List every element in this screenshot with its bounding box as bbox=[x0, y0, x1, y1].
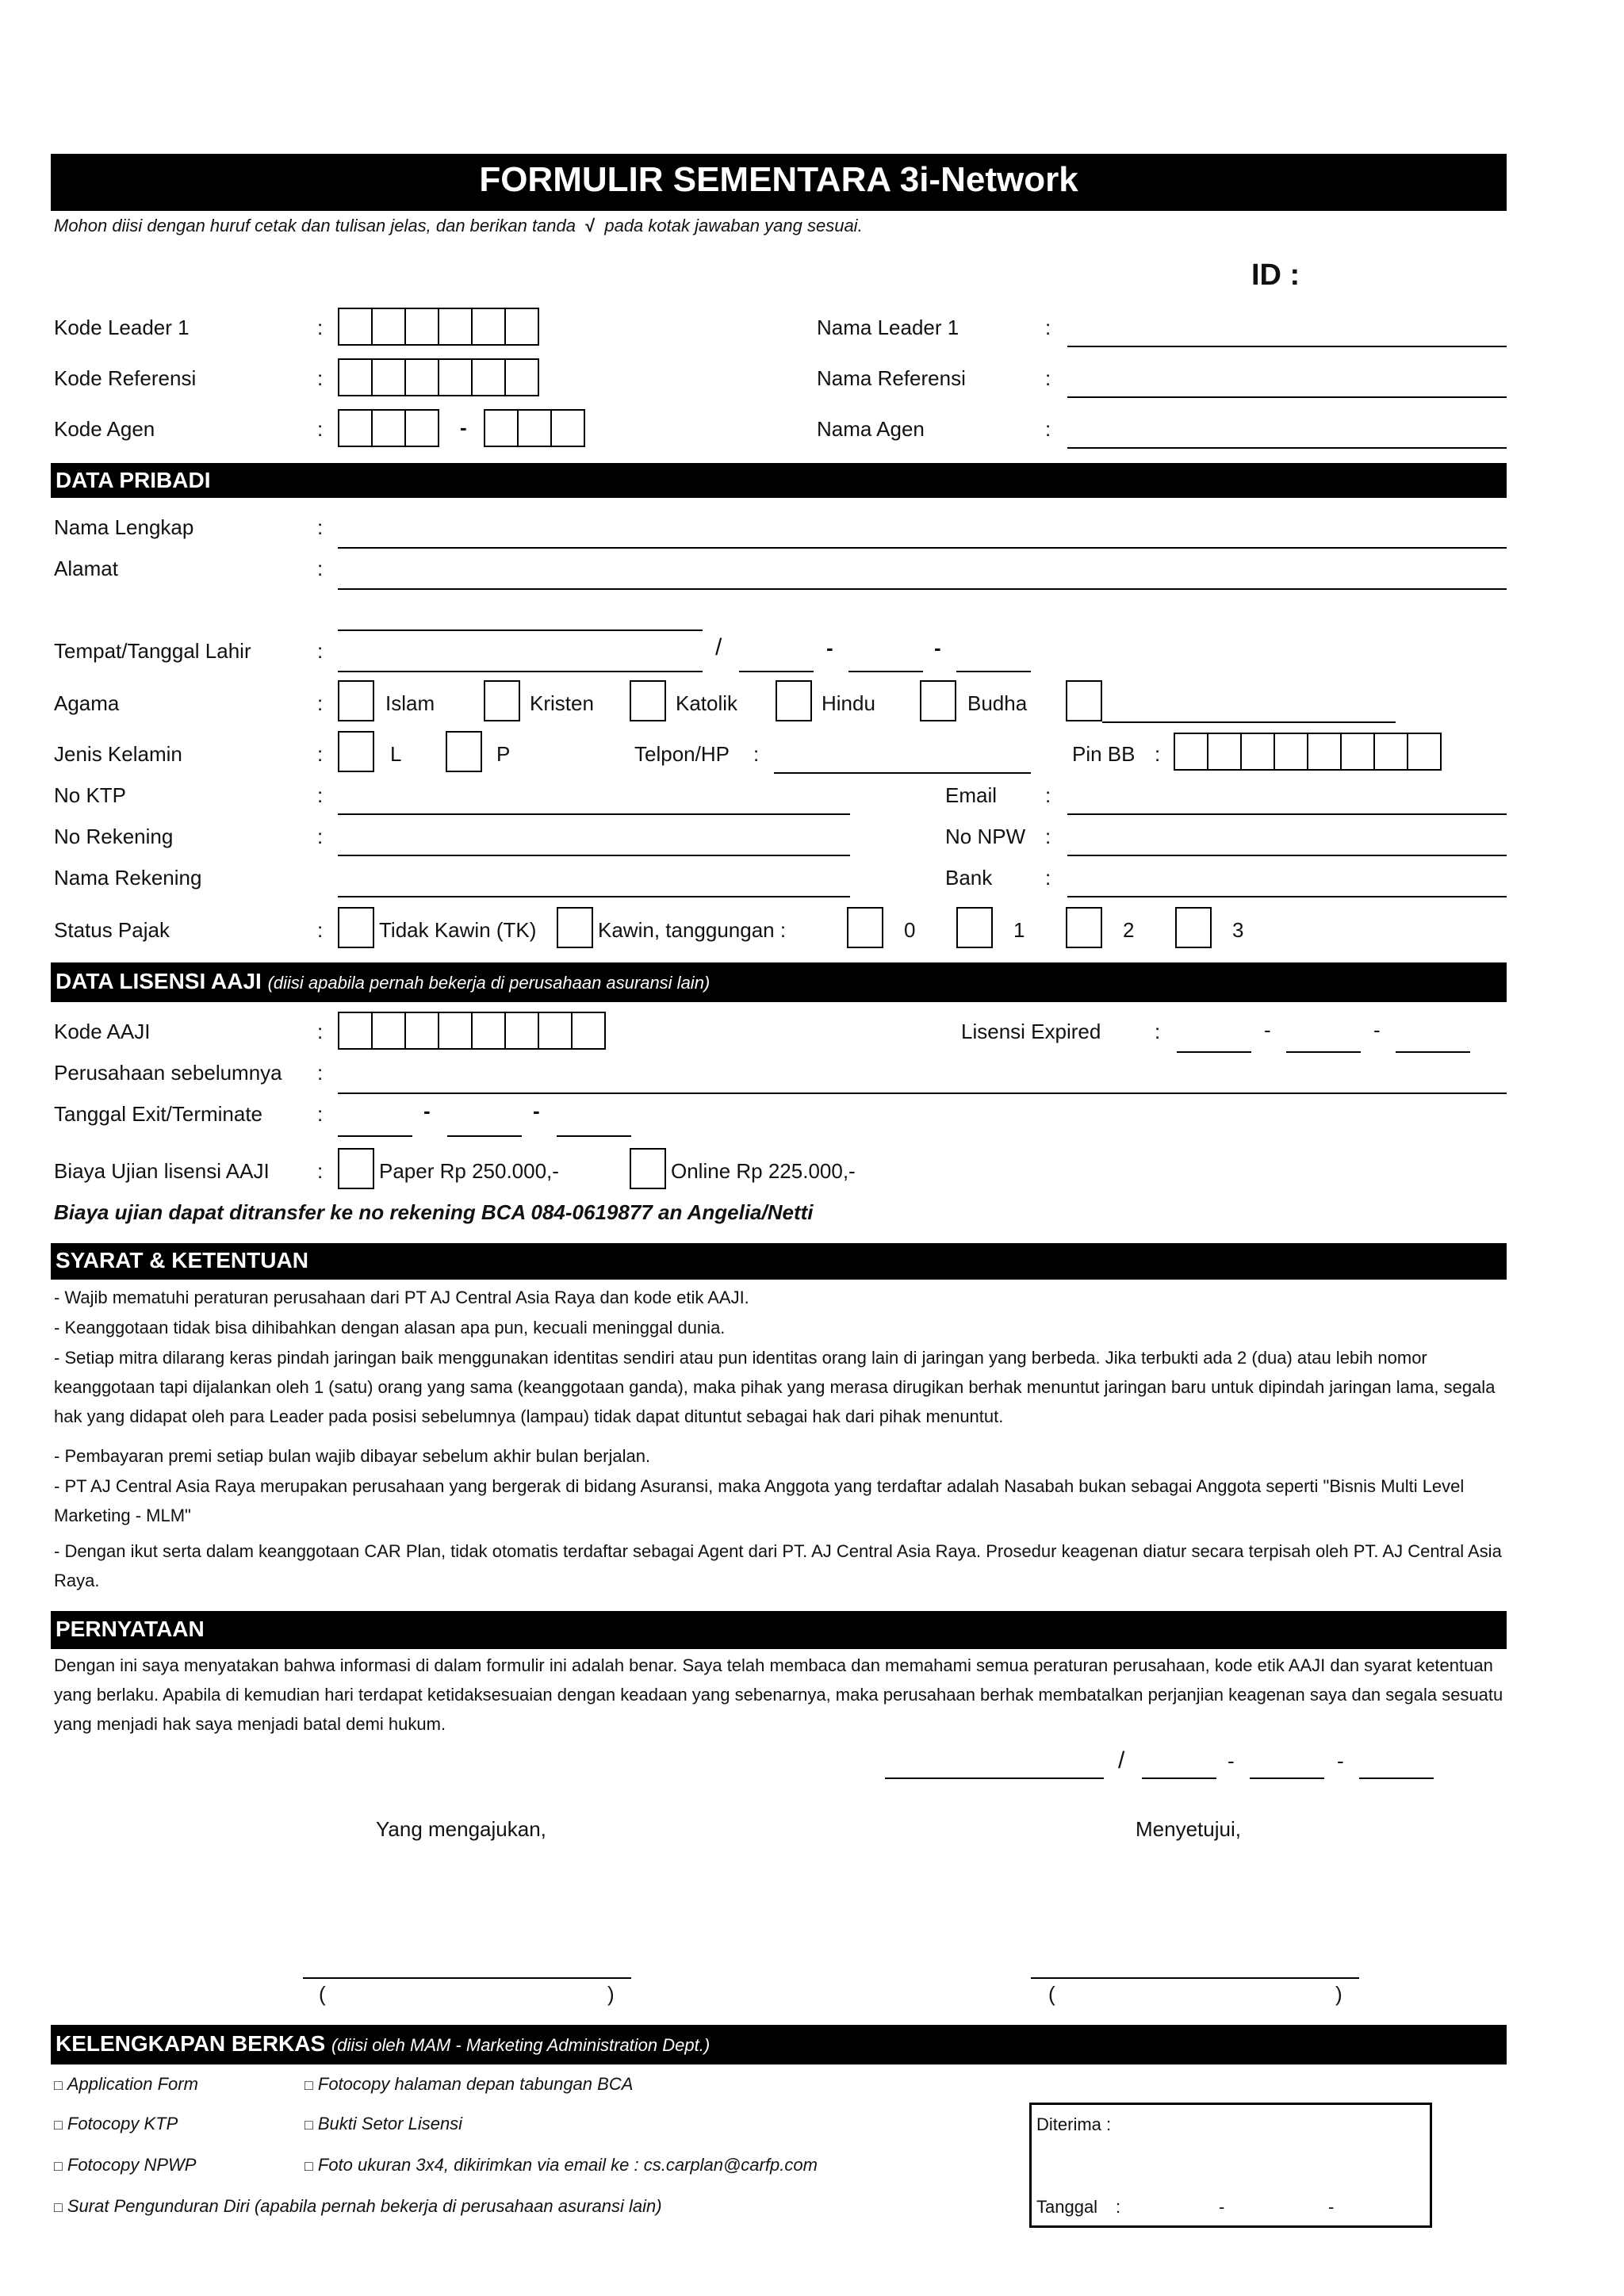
syarat-item-6: - Dengan ikut serta dalam keanggotaan CAR Plan, tidak otomatis terdaftar sebagai Agent dari PT. AJ Central Asia Raya. Prosedur keagenan diatur secara terpisah oleh PT. AJ Central Asia Raya. bbox=[54, 1541, 1502, 1590]
ttl-slash: / bbox=[715, 634, 722, 660]
biaya-label: Biaya Ujian lisensi AAJI bbox=[54, 1159, 270, 1183]
email-label: Email bbox=[945, 783, 998, 807]
section-syarat: SYARAT & KETENTUAN bbox=[51, 1243, 1507, 1280]
nama-leader-label: Nama Leader 1 bbox=[817, 316, 959, 339]
pin-bb-label: Pin BB bbox=[1072, 742, 1136, 766]
nama-rekening-line[interactable] bbox=[338, 896, 850, 897]
tidak-kawin-label: Tidak Kawin (TK) bbox=[379, 918, 537, 942]
agama-hindu-label: Hindu bbox=[822, 691, 875, 715]
nama-agen-label: Nama Agen bbox=[817, 417, 925, 441]
colon: : bbox=[317, 417, 324, 441]
colon: : bbox=[317, 783, 324, 807]
paren-open: ( bbox=[319, 1982, 326, 2006]
checkbox-icon: □ bbox=[54, 2077, 63, 2093]
gender-l-checkbox[interactable] bbox=[338, 731, 374, 772]
agama-other-line[interactable] bbox=[1102, 721, 1396, 723]
signature-line-approver[interactable] bbox=[1031, 1977, 1359, 1979]
colon: : bbox=[317, 1061, 324, 1085]
tanggungan-1-label: 1 bbox=[1013, 918, 1025, 942]
dash: - bbox=[1219, 2197, 1225, 2217]
tanggungan-3-checkbox[interactable] bbox=[1175, 907, 1212, 948]
section-lisensi: DATA LISENSI AAJI (diisi apabila pernah bekerja di perusahaan asuransi lain) bbox=[51, 962, 1507, 1002]
nama-leader-line[interactable] bbox=[1067, 346, 1507, 347]
online-label: Online Rp 225.000,- bbox=[671, 1159, 856, 1183]
kode-leader-label: Kode Leader 1 bbox=[54, 316, 190, 339]
colon: : bbox=[1045, 417, 1051, 441]
colon: : bbox=[1045, 783, 1051, 807]
checkbox-icon: □ bbox=[54, 2199, 63, 2215]
pin-bb-boxes[interactable] bbox=[1174, 733, 1440, 771]
tanggungan-2-checkbox[interactable] bbox=[1066, 907, 1102, 948]
agama-islam-label: Islam bbox=[385, 691, 435, 715]
bank-label: Bank bbox=[945, 866, 993, 890]
kode-aaji-label: Kode AAJI bbox=[54, 1020, 151, 1043]
colon: : bbox=[317, 825, 324, 848]
checkbox-icon: □ bbox=[54, 2117, 63, 2133]
syarat-item-4: - Pembayaran premi setiap bulan wajib dibayar sebelum akhir bulan berjalan. bbox=[54, 1446, 651, 1466]
syarat-item-5: - PT AJ Central Asia Raya merupakan perusahaan yang bergerak di bidang Asuransi, maka Anggota yang terdaftar adalah Nasabah bukan sebagai Anggota seperti "Bisnis Multi Level Marketing - MLM" bbox=[54, 1476, 1465, 1525]
tanggungan-3-label: 3 bbox=[1232, 918, 1244, 942]
colon: : bbox=[317, 316, 324, 339]
kelengkapan-item[interactable]: □ Foto ukuran 3x4, dikirimkan via email ke : cs.carplan@carfp.com bbox=[304, 2155, 818, 2175]
instruction-text: Mohon diisi dengan huruf cetak dan tulisan jelas, dan berikan tanda √ pada kotak jawaban yang sesuai. bbox=[54, 216, 863, 235]
agama-budha-label: Budha bbox=[967, 691, 1028, 715]
sign-year-line[interactable] bbox=[1359, 1777, 1434, 1779]
transfer-note: Biaya ujian dapat ditransfer ke no rekening BCA 084-0619877 an Angelia/Netti bbox=[54, 1200, 814, 1224]
nama-referensi-label: Nama Referensi bbox=[817, 366, 966, 390]
check-mark-icon: √ bbox=[585, 216, 596, 235]
lisensi-expired-label: Lisensi Expired bbox=[961, 1020, 1101, 1043]
exit-year-line[interactable] bbox=[557, 1135, 631, 1137]
nama-rekening-label: Nama Rekening bbox=[54, 866, 202, 890]
alamat-line-1[interactable] bbox=[338, 588, 1507, 590]
alamat-line-2[interactable] bbox=[338, 629, 703, 631]
paper-label: Paper Rp 250.000,- bbox=[379, 1159, 559, 1183]
kawin-checkbox[interactable] bbox=[557, 907, 593, 948]
no-rekening-line[interactable] bbox=[338, 855, 850, 856]
jenis-kelamin-label: Jenis Kelamin bbox=[54, 742, 182, 766]
alamat-label: Alamat bbox=[54, 557, 118, 580]
checkbox-icon: □ bbox=[304, 2158, 313, 2174]
colon: : bbox=[753, 742, 760, 766]
agama-budha-checkbox[interactable] bbox=[920, 680, 956, 721]
tgl-day-line[interactable] bbox=[739, 671, 814, 672]
signature-line-applicant[interactable] bbox=[303, 1977, 631, 1979]
section-data-pribadi: DATA PRIBADI bbox=[51, 463, 1507, 498]
expired-month-line[interactable] bbox=[1286, 1051, 1361, 1053]
online-checkbox[interactable] bbox=[630, 1148, 666, 1189]
ttl-label: Tempat/Tanggal Lahir bbox=[54, 639, 251, 663]
section-kelengkapan: KELENGKAPAN BERKAS (diisi oleh MAM - Marketing Administration Dept.) bbox=[51, 2025, 1507, 2064]
tanggungan-1-checkbox[interactable] bbox=[956, 907, 993, 948]
tanggungan-0-checkbox[interactable] bbox=[847, 907, 883, 948]
perusahaan-label: Perusahaan sebelumnya bbox=[54, 1061, 282, 1085]
tanggal-exit-label: Tanggal Exit/Terminate bbox=[54, 1102, 263, 1126]
kode-referensi-label: Kode Referensi bbox=[54, 366, 197, 390]
form-title: FORMULIR SEMENTARA 3i-Network bbox=[479, 160, 1078, 199]
no-npw-label: No NPW bbox=[945, 825, 1026, 848]
dash: - bbox=[1264, 1018, 1271, 1042]
nama-lengkap-line[interactable] bbox=[338, 547, 1507, 549]
colon: : bbox=[317, 1159, 324, 1183]
colon: : bbox=[317, 639, 324, 663]
dash: - bbox=[1337, 1749, 1344, 1773]
colon: : bbox=[1045, 825, 1051, 848]
syarat-item-2: - Keanggotaan tidak bisa dihibahkan dengan alasan apa pun, kecuali meninggal dunia. bbox=[54, 1318, 726, 1337]
kode-aaji-boxes[interactable] bbox=[338, 1012, 604, 1050]
agama-hindu-checkbox[interactable] bbox=[776, 680, 812, 721]
agama-kristen-checkbox[interactable] bbox=[484, 680, 520, 721]
pernyataan-text: Dengan ini saya menyatakan bahwa informasi di dalam formulir ini adalah benar. Saya telah membaca dan memahami semua peraturan perusahaan, kode etik AAJI dan syarat ketentuan yang berlaku. Apabila di kemudian hari terdapat ketidaksesuaian dengan keadaan yang sebenarnya, maka perusahaan berhak membatalkan perjanjian keagenan saya dan segala sesuatu yang menjadi hak saya menjadi batal demi hukum. bbox=[54, 1655, 1503, 1734]
kelengkapan-item[interactable]: □ Bukti Setor Lisensi bbox=[304, 2114, 463, 2133]
no-ktp-line[interactable] bbox=[338, 813, 850, 815]
kode-leader-boxes[interactable] bbox=[338, 308, 538, 346]
tanggungan-2-label: 2 bbox=[1123, 918, 1135, 942]
agama-katolik-checkbox[interactable] bbox=[630, 680, 666, 721]
sign-slash: / bbox=[1118, 1747, 1125, 1774]
sign-day-line[interactable] bbox=[1142, 1777, 1216, 1779]
nama-agen-line[interactable] bbox=[1067, 447, 1507, 449]
diterima-label: Diterima : bbox=[1036, 2114, 1112, 2134]
expired-year-line[interactable] bbox=[1396, 1051, 1470, 1053]
tgl-month-line[interactable] bbox=[848, 671, 923, 672]
paper-checkbox[interactable] bbox=[338, 1148, 374, 1189]
diterima-box bbox=[1029, 2103, 1432, 2228]
dash: - bbox=[1228, 1749, 1235, 1773]
section-pernyataan: PERNYATAAN bbox=[51, 1611, 1507, 1649]
checkbox-icon: □ bbox=[304, 2077, 313, 2093]
dash: - bbox=[1373, 1018, 1381, 1042]
expired-day-line[interactable] bbox=[1177, 1051, 1251, 1053]
email-line[interactable] bbox=[1067, 813, 1507, 815]
checkbox-icon: □ bbox=[304, 2117, 313, 2133]
tanggungan-0-label: 0 bbox=[904, 918, 916, 942]
agama-label: Agama bbox=[54, 691, 120, 715]
no-rekening-label: No Rekening bbox=[54, 825, 174, 848]
syarat-item-3: - Setiap mitra dilarang keras pindah jaringan baik menggunakan identitas sendiri atau pun identitas orang lain di jaringan yang berbeda. Jika terbukti ada 2 (dua) atau lebih nomor keanggotaan tapi dijalankan oleh 1 (satu) orang yang sama (keanggotaan ganda), maka pihak yang merasa dirugikan berhak menuntut jaringan baru untuk dipindah jaringan lama, segala hak yang didapat oleh para Leader pada posisi sebelumnya (lampau) tidak dapat dituntut sebagai hak dari pihak menuntut. bbox=[54, 1348, 1496, 1426]
id-label: ID : bbox=[1251, 258, 1300, 292]
perusahaan-line[interactable] bbox=[338, 1093, 1507, 1094]
tanggal-colon: : bbox=[1116, 2197, 1121, 2217]
agama-katolik-label: Katolik bbox=[676, 691, 738, 715]
tanggal-label: Tanggal bbox=[1036, 2197, 1098, 2217]
dash: - bbox=[934, 636, 941, 660]
sign-month-line[interactable] bbox=[1250, 1777, 1324, 1779]
kelengkapan-item[interactable]: □ Fotocopy halaman depan tabungan BCA bbox=[304, 2074, 634, 2094]
dash: - bbox=[826, 636, 833, 660]
dash: - bbox=[423, 1099, 431, 1123]
colon: : bbox=[317, 918, 324, 942]
kelengkapan-item[interactable]: □ Application Form bbox=[54, 2074, 198, 2094]
paren-close: ) bbox=[1335, 1982, 1342, 2006]
agama-other-checkbox[interactable] bbox=[1066, 680, 1102, 721]
kode-agen-boxes-b[interactable] bbox=[484, 409, 584, 447]
telpon-label: Telpon/HP bbox=[634, 742, 730, 766]
exit-month-line[interactable] bbox=[447, 1135, 522, 1137]
exit-day-line[interactable] bbox=[338, 1135, 412, 1137]
title-bar bbox=[51, 154, 1507, 211]
colon: : bbox=[317, 742, 324, 766]
syarat-item-1: - Wajib mematuhi peraturan perusahaan dari PT AJ Central Asia Raya dan kode etik AAJI. bbox=[54, 1288, 749, 1307]
colon: : bbox=[317, 1102, 324, 1126]
colon: : bbox=[1045, 366, 1051, 390]
gender-l-label: L bbox=[390, 742, 402, 766]
no-ktp-label: No KTP bbox=[54, 783, 127, 807]
paren-open: ( bbox=[1048, 1982, 1055, 2006]
colon: : bbox=[317, 1020, 324, 1043]
kelengkapan-item[interactable]: □ Surat Pengunduran Diri (apabila pernah bekerja di perusahaan asuransi lain) bbox=[54, 2196, 662, 2216]
colon: : bbox=[1155, 742, 1161, 766]
dash: - bbox=[533, 1099, 540, 1123]
nama-referensi-line[interactable] bbox=[1067, 396, 1507, 398]
colon: : bbox=[1045, 316, 1051, 339]
status-pajak-label: Status Pajak bbox=[54, 918, 170, 942]
kawin-label: Kawin, tanggungan : bbox=[598, 918, 787, 942]
sign-place-line[interactable] bbox=[885, 1777, 1104, 1779]
paren-close: ) bbox=[607, 1982, 615, 2006]
nama-lengkap-label: Nama Lengkap bbox=[54, 515, 194, 539]
colon: : bbox=[1155, 1020, 1161, 1043]
tempat-lahir-line[interactable] bbox=[338, 671, 703, 672]
tidak-kawin-checkbox[interactable] bbox=[338, 907, 374, 948]
kode-agen-label: Kode Agen bbox=[54, 417, 155, 441]
gender-p-checkbox[interactable] bbox=[446, 731, 482, 772]
colon: : bbox=[317, 366, 324, 390]
colon: : bbox=[1045, 866, 1051, 890]
yang-mengajukan-label: Yang mengajukan, bbox=[376, 1817, 546, 1841]
checkbox-icon: □ bbox=[54, 2158, 63, 2174]
kode-agen-boxes-a[interactable] bbox=[338, 409, 438, 447]
kode-referensi-boxes[interactable] bbox=[338, 358, 538, 396]
kelengkapan-item[interactable]: □ Fotocopy NPWP bbox=[54, 2155, 197, 2175]
kelengkapan-item[interactable]: □ Fotocopy KTP bbox=[54, 2114, 178, 2133]
colon: : bbox=[317, 557, 324, 580]
tgl-year-line[interactable] bbox=[956, 671, 1031, 672]
bank-line[interactable] bbox=[1067, 896, 1507, 897]
colon: : bbox=[317, 691, 324, 715]
kode-agen-dash: - bbox=[460, 415, 467, 439]
no-npw-line[interactable] bbox=[1067, 855, 1507, 856]
colon: : bbox=[317, 515, 324, 539]
agama-islam-checkbox[interactable] bbox=[338, 680, 374, 721]
telpon-line[interactable] bbox=[774, 772, 1031, 774]
agama-kristen-label: Kristen bbox=[530, 691, 594, 715]
menyetujui-label: Menyetujui, bbox=[1136, 1817, 1241, 1841]
dash: - bbox=[1328, 2197, 1335, 2217]
gender-p-label: P bbox=[496, 742, 511, 766]
